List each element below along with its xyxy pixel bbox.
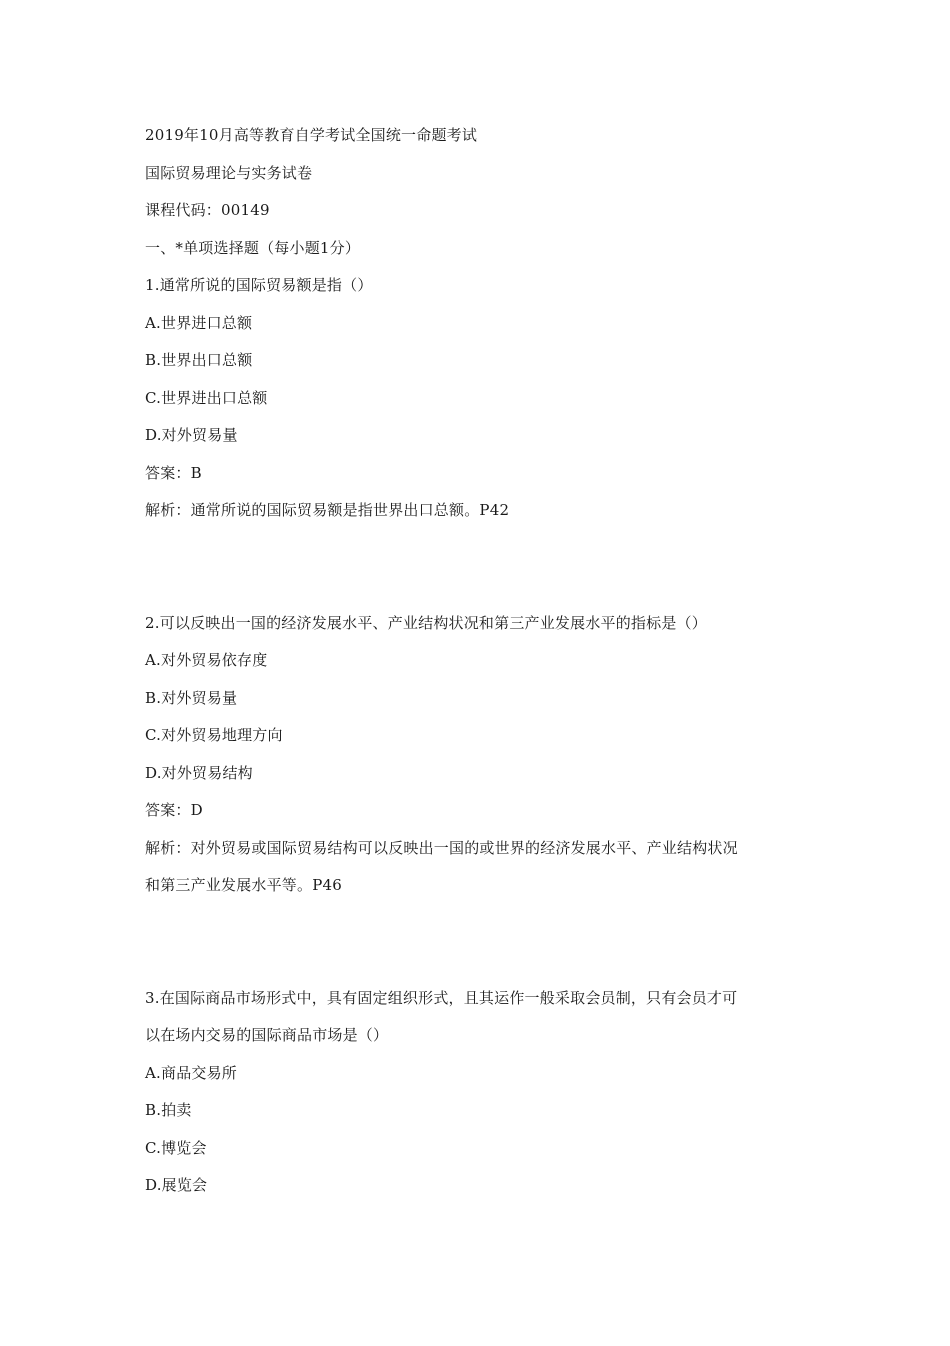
option-b: B.拍卖: [145, 1101, 192, 1119]
exam-subject: 国际贸易理论与实务试卷: [145, 163, 313, 182]
option-b: B.对外贸易量: [145, 688, 238, 707]
course-code: 课程代码：00149: [145, 201, 270, 219]
option-a: A.商品交易所: [145, 1063, 238, 1082]
option-c: C.对外贸易地理方向: [145, 726, 283, 744]
option-d: D.对外贸易量: [145, 426, 238, 444]
spacer: [145, 905, 825, 980]
option-a: A.对外贸易依存度: [145, 651, 268, 669]
option-c: C.世界进出口总额: [145, 388, 268, 407]
question-stem: 1.通常所说的国际贸易额是指（）: [145, 276, 373, 294]
section-heading: 一、*单项选择题（每小题1分）: [145, 238, 361, 257]
exam-title: 2019年10月高等教育自学考试全国统一命题考试: [145, 126, 478, 144]
analysis-line-2: 和第三产业发展水平等。P46: [145, 876, 342, 894]
question-2: [145, 605, 825, 905]
answer: 答案：D: [145, 801, 203, 819]
option-c: C.博览会: [145, 1138, 207, 1157]
option-d: D.展览会: [145, 1176, 208, 1194]
answer: 答案：B: [145, 463, 202, 482]
analysis-line-1: 解析：对外贸易或国际贸易结构可以反映出一国的或世界的经济发展水平、产业结构状况: [145, 838, 738, 857]
option-b: B.世界出口总额: [145, 351, 253, 369]
analysis: 解析：通常所说的国际贸易额是指世界出口总额。P42: [145, 501, 510, 519]
question-stem-line-1: 3.在国际商品市场形式中，具有固定组织形式，且其运作一般采取会员制，只有会员才可: [145, 988, 738, 1007]
question-stem-line-2: 以在场内交易的国际商品市场是（）: [145, 1026, 389, 1044]
question-1: [145, 267, 825, 530]
question-3: [145, 980, 825, 1205]
spacer: [145, 530, 825, 605]
option-a: A.世界进口总额: [145, 313, 253, 332]
document-page: [145, 117, 825, 1205]
question-stem: 2.可以反映出一国的经济发展水平、产业结构状况和第三产业发展水平的指标是（）: [145, 613, 707, 632]
option-d: D.对外贸易结构: [145, 763, 253, 782]
